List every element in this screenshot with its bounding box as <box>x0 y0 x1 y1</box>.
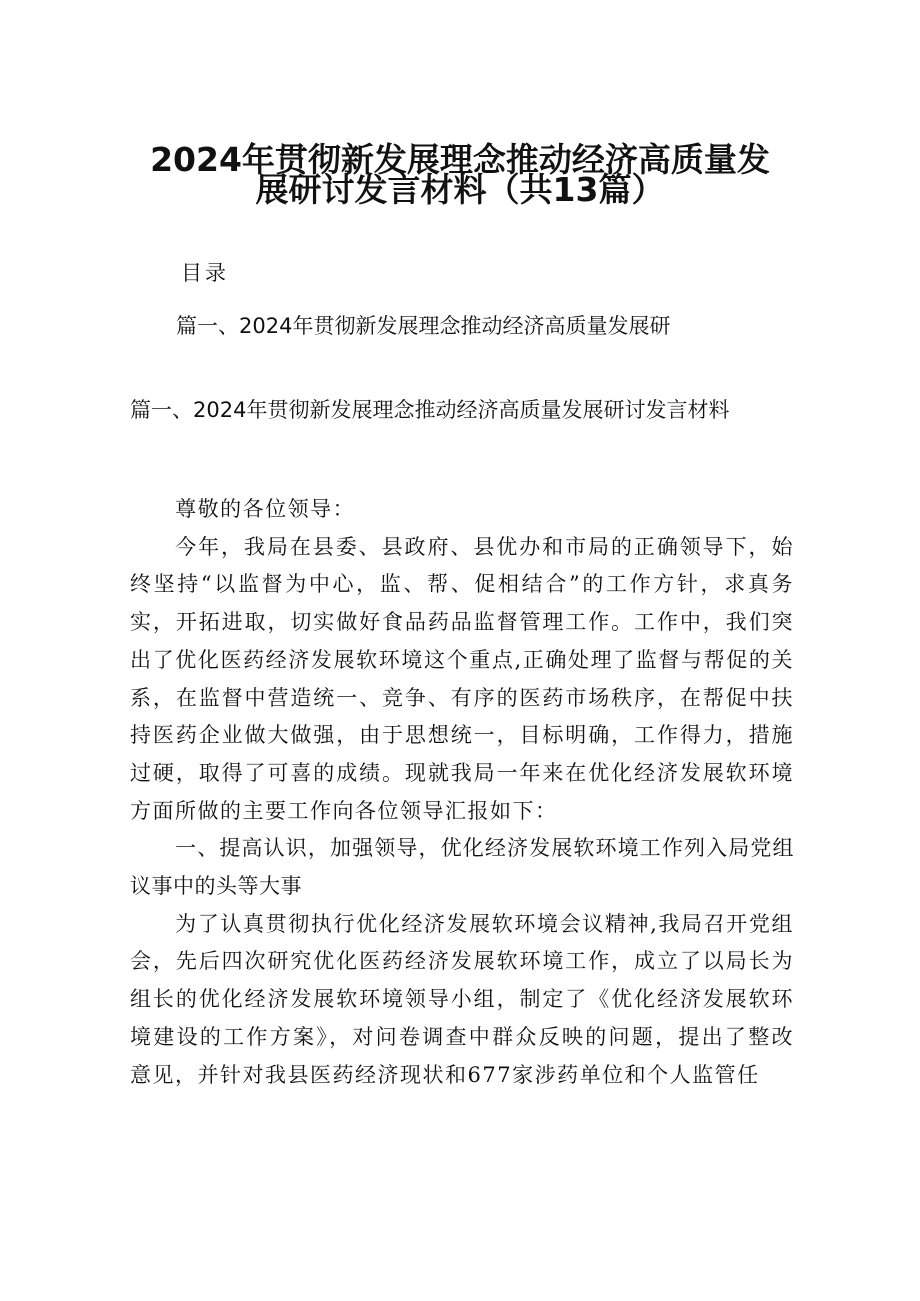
toc-item[interactable]: 篇一、2024年贯彻新发展理念推动经济高质量发展研 <box>176 314 671 338</box>
toc-label: 目录 <box>181 261 229 285</box>
section-heading: 篇一、2024年贯彻新发展理念推动经济高质量发展研讨发言材料 <box>130 398 730 422</box>
document-title-line-1: 2024年贯彻新发展理念推动经济高质量发 <box>150 140 770 179</box>
document-title-line-2: 展研讨发言材料（共13篇） <box>255 170 665 209</box>
intro-paragraph: 今年，我局在县委、县政府、县优办和市局的正确领导下，始终坚持“以监督为中心，监、帮、促相结合”的工作方针，求真务实，开拓进取，切实做好食品药品监督管理工作。工作中，我们突出了优化医药经济发展软环境这个重点,正确处理了监督与帮促的关系，在监督中营造统一、竞争、有序的医药市场秩序，在帮促中扶持医药企业做大做强，由于思想统一，目标明确，工作得力，措施过硬，取得了可喜的成绩。现就我局一年来在优化经济发展软环境方面所做的主要工作向各位领导汇报如下： <box>130 534 794 823</box>
body-paragraph: 为了认真贯彻执行优化经济发展软环境会议精神,我局召开党组会，先后四次研究优化医药经济发展软环境工作，成立了以局长为组长的优化经济发展软环境领导小组，制定了《优化经济发展软环境建设的工作方案》，对问卷调查中群众反映的问题，提出了整改意见，并针对我县医药经济现状和677家涉药单位和个人监管任 <box>130 911 794 1087</box>
subheading-paragraph: 一、提高认识，加强领导，优化经济发展软环境工作列入局党组议事中的头等大事 <box>130 836 794 899</box>
document-body <box>130 491 794 1094</box>
salutation-paragraph: 尊敬的各位领导： <box>175 497 356 521</box>
